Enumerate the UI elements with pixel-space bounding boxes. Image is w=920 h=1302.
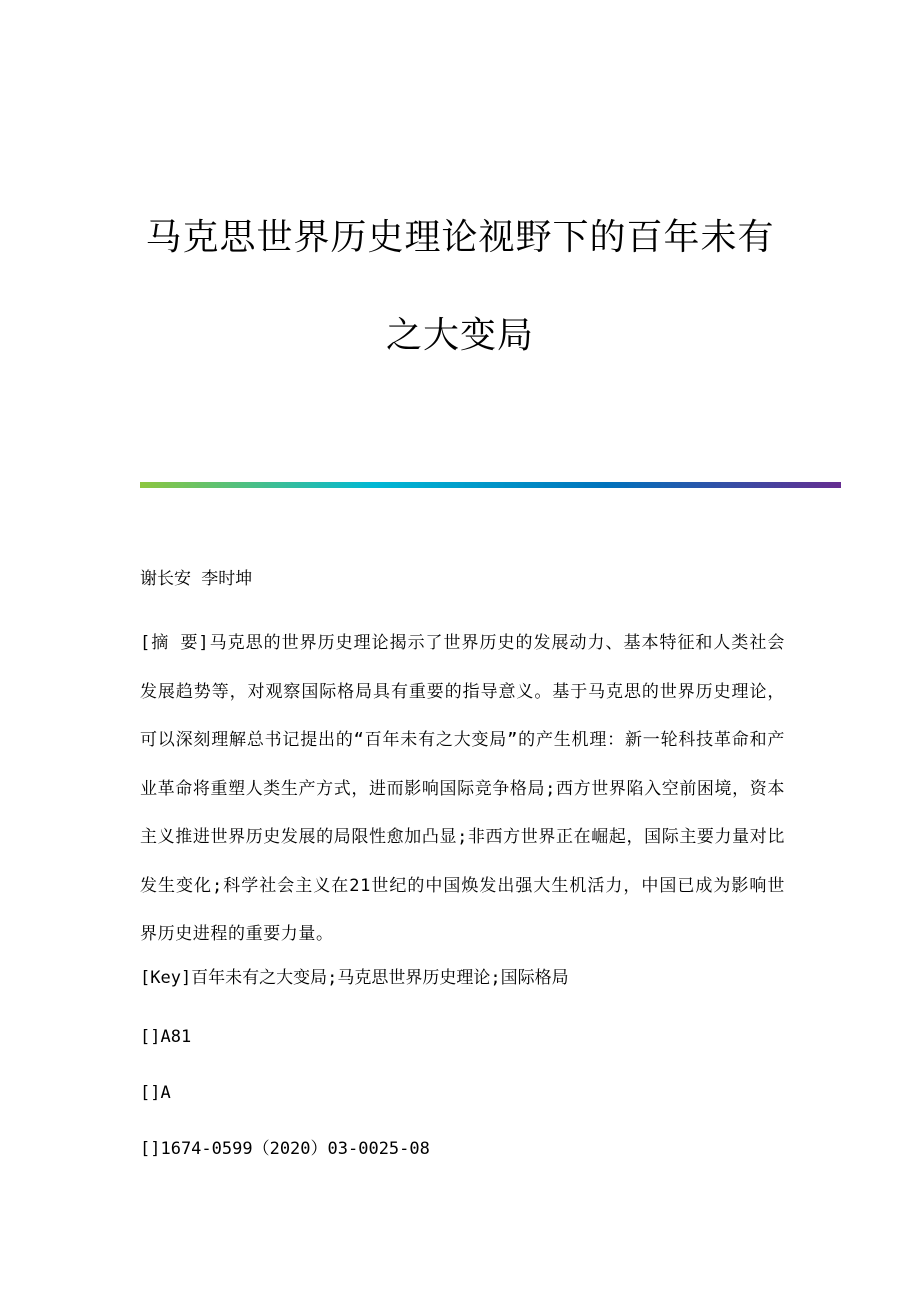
classification-number: []A81 <box>140 1027 192 1047</box>
abstract-paragraph: [摘 要]马克思的世界历史理论揭示了世界历史的发展动力、基本特征和人类社会发展趋势等，对观察国际格局具有重要的指导意义。基于马克思的世界历史理论，可以深刻理解总书记提出的“百年未有之大变局”的产生机理：新一轮科技革命和产业革命将重塑人类生产方式，进而影响国际竞争格局;西方世界陷入空前困境，资本主义推进世界历史发展的局限性愈加凸显;非西方世界正在崛起，国际主要力量对比发生变化;科学社会主义在21世纪的中国焕发出强大生机活力，中国已成为影响世界历史进程的重要力量。 <box>140 633 785 944</box>
article-number: []1674-0599（2020）03-0025-08 <box>140 1139 430 1159</box>
keywords: [Key]百年未有之大变局;马克思世界历史理论;国际格局 <box>140 968 569 988</box>
document-code: []A <box>140 1083 171 1103</box>
title-line-1: 马克思世界历史理论视野下的百年未有 <box>145 217 775 258</box>
gradient-divider <box>140 482 841 488</box>
authors: 谢长安 李时坤 <box>140 569 253 589</box>
title-line-2: 之大变局 <box>385 315 534 356</box>
